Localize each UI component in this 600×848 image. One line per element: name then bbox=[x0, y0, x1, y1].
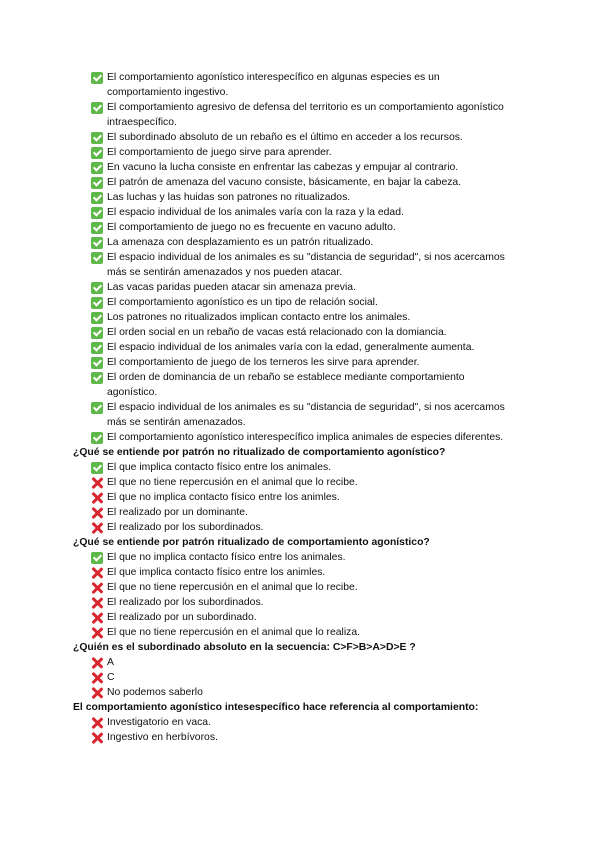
answer-text: El realizado por los subordinados. bbox=[107, 522, 264, 533]
check-icon bbox=[91, 297, 103, 309]
answer-text: El comportamiento agonístico es un tipo de relación social. bbox=[107, 297, 378, 308]
answer-text: El que no tiene repercusión en el animal que lo realiza. bbox=[107, 627, 360, 638]
check-icon bbox=[91, 327, 103, 339]
wrong-answer-item bbox=[73, 610, 513, 625]
answer-text: A bbox=[107, 657, 114, 668]
correct-answer-item bbox=[73, 550, 513, 565]
check-icon bbox=[91, 72, 103, 84]
check-icon bbox=[91, 432, 103, 444]
question-heading: El comportamiento agonístico intesespecífico hace referencia al comportamiento: bbox=[73, 702, 479, 713]
correct-answer-item bbox=[73, 70, 513, 100]
check-icon bbox=[91, 177, 103, 189]
check-icon bbox=[91, 162, 103, 174]
answer-text: Ingestivo en herbívoros. bbox=[107, 732, 218, 743]
wrong-answer-item bbox=[73, 655, 513, 670]
answer-text: El comportamiento agresivo de defensa del territorio es un comportamiento agonístico intraespecífico. bbox=[107, 102, 504, 128]
cross-icon bbox=[91, 612, 103, 624]
quiz-content bbox=[73, 70, 513, 745]
answer-text: El espacio individual de los animales es su "distancia de seguridad", si nos acercamos más se sentirán amenazados. bbox=[107, 402, 505, 428]
correct-answer-item bbox=[73, 400, 513, 430]
answer-text: El espacio individual de los animales varía con la edad, generalmente aumenta. bbox=[107, 342, 475, 353]
cross-icon bbox=[91, 477, 103, 489]
cross-icon bbox=[91, 732, 103, 744]
check-icon bbox=[91, 132, 103, 144]
answer-text: Los patrones no ritualizados implican contacto entre los animales. bbox=[107, 312, 411, 323]
correct-answer-item bbox=[73, 220, 513, 235]
answer-text: El orden de dominancia de un rebaño se establece mediante comportamiento agonístico. bbox=[107, 372, 465, 398]
wrong-answer-item bbox=[73, 505, 513, 520]
question-heading: ¿Quién es el subordinado absoluto en la secuencia: C>F>B>A>D>E ? bbox=[73, 642, 416, 653]
check-icon bbox=[91, 372, 103, 384]
answer-text: La amenaza con desplazamiento es un patrón ritualizado. bbox=[107, 237, 374, 248]
answer-text: El realizado por un subordinado. bbox=[107, 612, 257, 623]
wrong-answer-item bbox=[73, 580, 513, 595]
question-heading: ¿Qué se entiende por patrón ritualizado de comportamiento agonístico? bbox=[73, 537, 430, 548]
correct-answer-item bbox=[73, 175, 513, 190]
answer-text: Las vacas paridas pueden atacar sin amenaza previa. bbox=[107, 282, 356, 293]
answer-text: El que implica contacto físico entre los animles. bbox=[107, 567, 326, 578]
check-icon bbox=[91, 237, 103, 249]
correct-answer-item bbox=[73, 340, 513, 355]
answer-text: Las luchas y las huidas son patrones no ritualizados. bbox=[107, 192, 351, 203]
check-icon bbox=[91, 207, 103, 219]
correct-answer-item bbox=[73, 235, 513, 250]
correct-answer-item bbox=[73, 160, 513, 175]
cross-icon bbox=[91, 492, 103, 504]
correct-answer-item bbox=[73, 430, 513, 445]
wrong-answer-item bbox=[73, 475, 513, 490]
check-icon bbox=[91, 222, 103, 234]
correct-answer-item bbox=[73, 130, 513, 145]
wrong-answer-item bbox=[73, 715, 513, 730]
cross-icon bbox=[91, 582, 103, 594]
check-icon bbox=[91, 252, 103, 264]
wrong-answer-item bbox=[73, 520, 513, 535]
answer-text: El comportamiento de juego sirve para aprender. bbox=[107, 147, 332, 158]
correct-answer-item bbox=[73, 190, 513, 205]
correct-answer-item bbox=[73, 295, 513, 310]
correct-answer-item bbox=[73, 310, 513, 325]
answer-text: El patrón de amenaza del vacuno consiste, básicamente, en bajar la cabeza. bbox=[107, 177, 462, 188]
answer-text: No podemos saberlo bbox=[107, 687, 203, 698]
wrong-answer-item bbox=[73, 730, 513, 745]
cross-icon bbox=[91, 507, 103, 519]
cross-icon bbox=[91, 687, 103, 699]
answer-text: C bbox=[107, 672, 115, 683]
cross-icon bbox=[91, 567, 103, 579]
answer-text: El comportamiento de juego no es frecuente en vacuno adulto. bbox=[107, 222, 396, 233]
check-icon bbox=[91, 357, 103, 369]
answer-text: El que no implica contacto físico entre los animales. bbox=[107, 552, 346, 563]
check-icon bbox=[91, 102, 103, 114]
check-icon bbox=[91, 312, 103, 324]
answer-text: El espacio individual de los animales es su "distancia de seguridad", si nos acercamos más se sentirán amenazados y nos pueden atacar. bbox=[107, 252, 505, 278]
check-icon bbox=[91, 402, 103, 414]
answer-text: El realizado por los subordinados. bbox=[107, 597, 264, 608]
answer-text: El comportamiento agonístico interespecífico en algunas especies es un comportamiento ingestivo. bbox=[107, 72, 440, 98]
cross-icon bbox=[91, 597, 103, 609]
answer-text: El que implica contacto físico entre los animales. bbox=[107, 462, 332, 473]
check-icon bbox=[91, 282, 103, 294]
cross-icon bbox=[91, 657, 103, 669]
correct-answer-item bbox=[73, 280, 513, 295]
answer-text: El que no tiene repercusión en el animal que lo recibe. bbox=[107, 477, 358, 488]
wrong-answer-item bbox=[73, 490, 513, 505]
cross-icon bbox=[91, 717, 103, 729]
check-icon bbox=[91, 147, 103, 159]
check-icon bbox=[91, 462, 103, 474]
wrong-answer-item bbox=[73, 595, 513, 610]
check-icon bbox=[91, 192, 103, 204]
correct-answer-item bbox=[73, 250, 513, 280]
answer-text: El que no implica contacto físico entre los animles. bbox=[107, 492, 340, 503]
wrong-answer-item bbox=[73, 565, 513, 580]
correct-answer-item bbox=[73, 370, 513, 400]
correct-answer-item bbox=[73, 205, 513, 220]
question-heading: ¿Qué se entiende por patrón no ritualizado de comportamiento agonístico? bbox=[73, 447, 446, 458]
answer-text: El orden social en un rebaño de vacas está relacionado con la domiancia. bbox=[107, 327, 447, 338]
check-icon bbox=[91, 552, 103, 564]
wrong-answer-item bbox=[73, 625, 513, 640]
correct-answer-item bbox=[73, 355, 513, 370]
correct-answer-item bbox=[73, 460, 513, 475]
cross-icon bbox=[91, 672, 103, 684]
answer-text: El comportamiento de juego de los terneros les sirve para aprender. bbox=[107, 357, 420, 368]
answer-text: El que no tiene repercusión en el animal que lo recibe. bbox=[107, 582, 358, 593]
correct-answer-item bbox=[73, 325, 513, 340]
correct-answer-item bbox=[73, 100, 513, 130]
cross-icon bbox=[91, 522, 103, 534]
answer-text: El espacio individual de los animales varía con la raza y la edad. bbox=[107, 207, 404, 218]
wrong-answer-item bbox=[73, 670, 513, 685]
answer-text: El comportamiento agonístico interespecífico implica animales de especies diferentes. bbox=[107, 432, 504, 443]
answer-text: En vacuno la lucha consiste en enfrentar las cabezas y empujar al contrario. bbox=[107, 162, 459, 173]
wrong-answer-item bbox=[73, 685, 513, 700]
correct-answer-item bbox=[73, 145, 513, 160]
cross-icon bbox=[91, 627, 103, 639]
answer-text: El subordinado absoluto de un rebaño es el último en acceder a los recursos. bbox=[107, 132, 463, 143]
answer-text: El realizado por un dominante. bbox=[107, 507, 248, 518]
answer-text: Investigatorio en vaca. bbox=[107, 717, 211, 728]
check-icon bbox=[91, 342, 103, 354]
